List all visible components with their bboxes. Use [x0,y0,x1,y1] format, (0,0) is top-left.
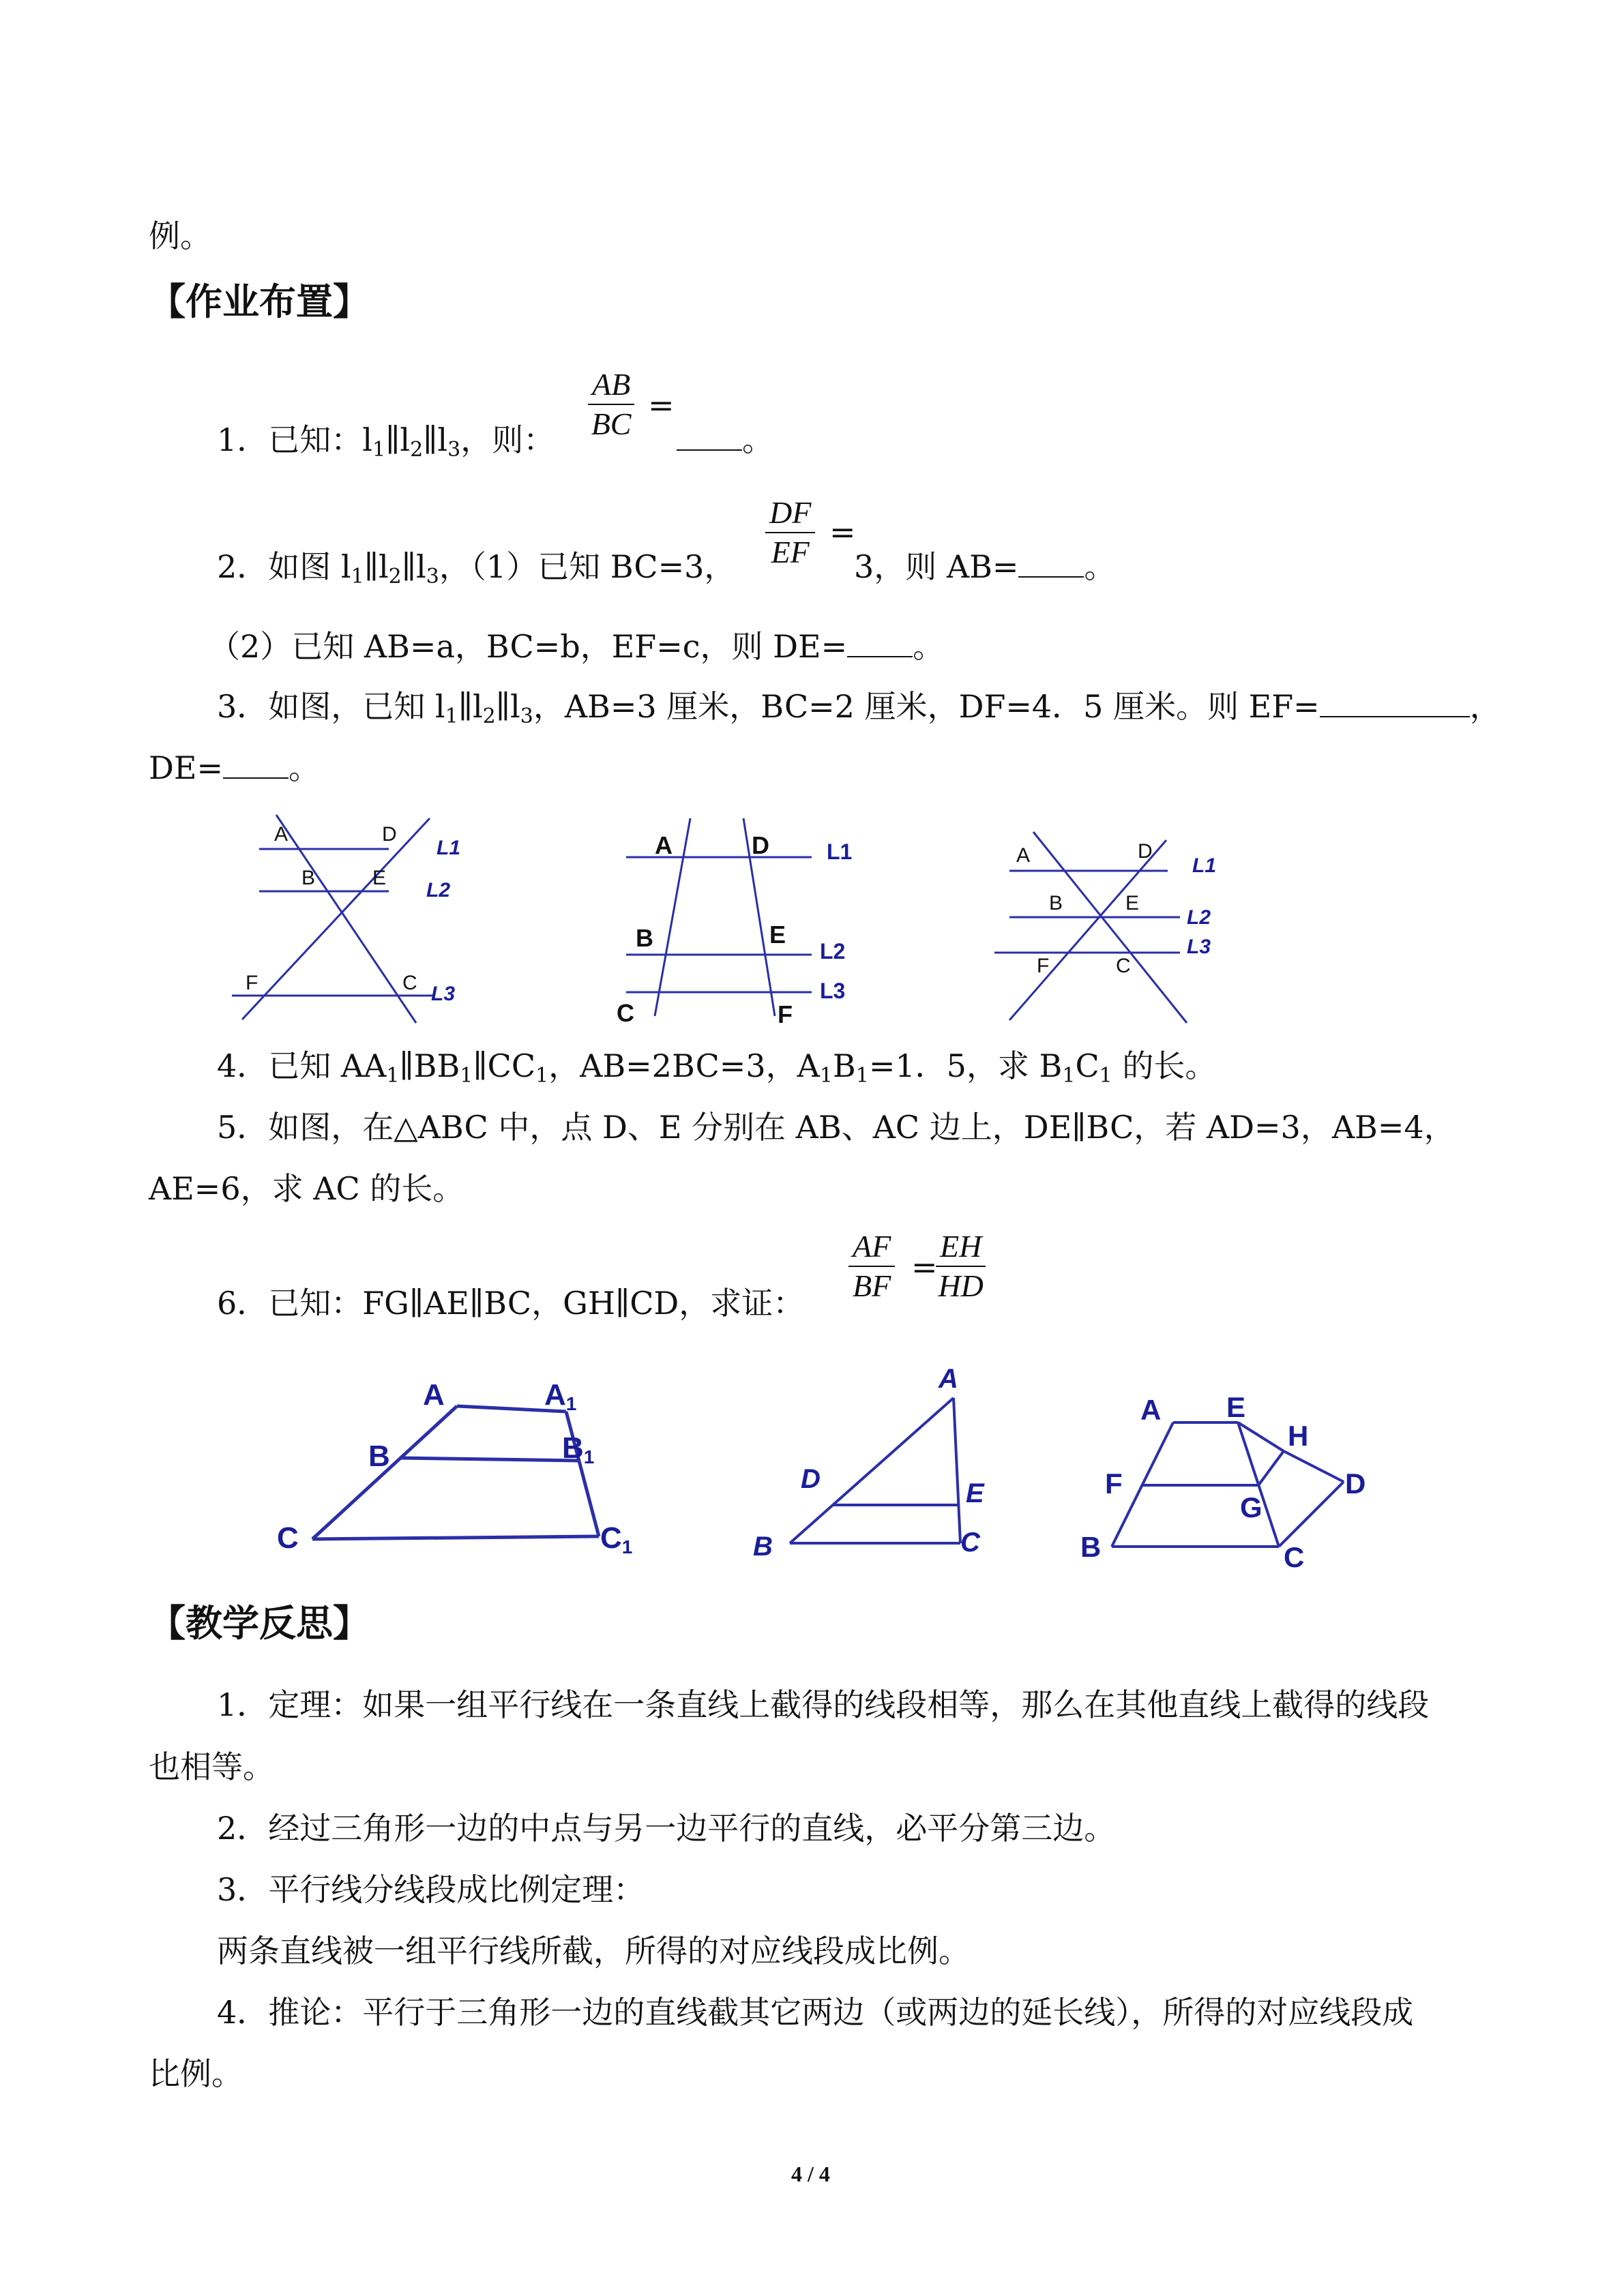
fig3-label-c: C [1116,955,1131,977]
fig4-label-c: C [277,1521,299,1555]
reflection-p3b: 两条直线被一组平行线所截，所得的对应线段成比例。 [217,1933,970,1969]
fig5-label-a: A [939,1364,958,1394]
q1-text: 1．已知：$l_1\parallel l_2\parallel l_3$，则： [217,421,555,462]
q1-fraction: $\frac{AB}{BC}$ [588,366,634,443]
q4-text: 4．已知 $AA_1\parallel BB_1\parallel CC_1$，AB=2BC=3，$A_1B_1=1$．5，求 $B_1C_1$ 的长。 [217,1047,1217,1088]
q2b-text: （2）已知 AB=a，BC=b，EF=c，则 DE= 。 [209,628,945,665]
figure-parallel-lines-2 [614,818,873,1037]
q6-equals: = [911,1249,938,1285]
fig6-label-a: A [1140,1394,1162,1426]
q6-text: 6．已知：FG∥AE∥BC，GH∥CD，求证： [217,1285,805,1322]
fig4-label-a: A [423,1378,445,1412]
fig4-segment-cc1 [312,1536,599,1539]
fig3-label-l1: L1 [1192,854,1217,877]
fig2-label-l2: L2 [820,939,846,964]
fig2-label-d: D [752,831,769,859]
q5-line1: 5．如图，在△ABC 中，点 D、E 分别在 AB、AC 边上，DE∥BC，若 AD=3，AB=4， [217,1109,1456,1146]
reflection-p1a: 1．定理：如果一组平行线在一条直线上截得的线段相等，那么在其他直线上截得的线段 [217,1686,1430,1723]
fig1-label-l1: L1 [437,837,461,859]
fig3-label-b: B [1049,892,1063,914]
fig6-segment-gh [1258,1451,1284,1485]
figure-trapezoid-4 [273,1377,655,1562]
fig1-label-d: D [382,823,397,846]
fig5-label-e: E [966,1478,984,1508]
fig1-label-c: C [402,972,417,994]
fig4-label-a1: A1 [544,1378,577,1414]
fig6-label-c: C [1284,1541,1305,1573]
fig5-segment-ac [954,1398,960,1543]
q6-fraction-left: $\frac{AF}{BF}$ [848,1227,895,1305]
fig6-label-f: F [1105,1467,1123,1500]
fig2-label-c: C [617,999,634,1027]
fig6-segment-hd [1284,1451,1344,1482]
fig1-label-f: F [246,972,259,994]
fig2-label-b: B [636,924,653,952]
fig4-segment-a1c1 [566,1412,599,1536]
fig4-label-b: B [368,1440,390,1473]
q2b-answer-blank[interactable] [847,629,913,657]
fig4-segment-bb1 [401,1458,579,1461]
fig6-label-d: D [1345,1467,1366,1500]
figure-parallel-lines-1 [225,815,471,1033]
fig5-label-d: D [801,1464,821,1494]
reflection-p4a: 4．推论：平行于三角形一边的直线截其它两边（或两边的延长线），所得的对应线段成 [217,1994,1414,2031]
q3-de-blank[interactable] [223,750,289,779]
fig1-transversal-1 [276,815,416,1023]
fig1-label-l2: L2 [426,879,451,901]
fig1-label-l3: L3 [431,983,456,1005]
figure-triangle-5 [743,1354,1016,1565]
reflection-heading: 【教学反思】 [149,1601,370,1645]
fig2-label-l1: L1 [827,839,853,864]
fig1-label-a: A [274,823,289,846]
q3-text: 3．如图，已知 $l_1\parallel l_2\parallel l_3$，AB=3 厘米，BC=2 厘米，DF=4．5 厘米。则 EF= ， [217,688,1501,728]
q3-ef-blank[interactable] [1320,689,1470,717]
q2-answer-blank[interactable] [1018,549,1084,578]
fig1-label-b: B [301,867,316,889]
fig6-label-e: E [1226,1391,1246,1423]
lead-text: 例。 [149,218,211,254]
fig4-label-c1: C1 [600,1521,633,1557]
fig6-segment-cd [1279,1482,1344,1547]
q2-fraction: $\frac{DF}{EF}$ [765,494,815,571]
q2-text-end: 3，则 AB= 。 [854,548,1116,585]
fig5-label-c: C [960,1527,980,1557]
fig3-label-a: A [1016,844,1031,867]
reflection-p3: 3．平行线分线段成比例定理： [217,1871,645,1908]
fig3-label-d: D [1138,840,1153,863]
page-number: 4 / 4 [791,2162,830,2186]
fig2-label-e: E [769,921,786,949]
q2-equals: = [829,513,856,550]
figure-trapezoid-6 [1071,1384,1398,1573]
homework-heading: 【作业布置】 [149,280,370,323]
fig2-label-l3: L3 [820,979,846,1003]
fig2-label-a: A [655,831,673,859]
q1-equals: = [648,387,675,423]
fig6-label-h: H [1288,1420,1309,1452]
q6-fraction-right: $\frac{EH}{HD}$ [936,1227,986,1305]
q5-line2: AE=6，求 AC 的长。 [149,1170,464,1207]
fig5-label-b: B [753,1532,773,1562]
fig2-label-f: F [778,1000,793,1028]
reflection-p4b: 比例。 [149,2055,243,2092]
fig3-label-l3: L3 [1187,936,1211,958]
fig3-label-e: E [1125,892,1140,914]
figure-parallel-lines-3 [989,818,1248,1037]
fig3-label-l2: L2 [1187,906,1211,929]
fig1-label-e: E [372,867,387,889]
q2-text: 2．如图 $l_1\parallel l_2\parallel l_3$，（1）已知 BC=3， [217,548,736,588]
q1-answer-blank[interactable]: 。 [677,421,773,459]
fig6-label-b: B [1080,1531,1102,1563]
fig4-label-b1: B1 [562,1431,595,1467]
reflection-p1b: 也相等。 [149,1748,274,1785]
fig3-transversal-2 [1009,840,1166,1020]
fig3-label-f: F [1037,955,1050,977]
fig3-transversal-1 [1033,832,1187,1023]
reflection-p2: 2．经过三角形一边的中点与另一边平行的直线，必平分第三边。 [217,1810,1116,1847]
q3b-text: DE= 。 [149,749,321,786]
fig6-label-g: G [1240,1491,1263,1523]
